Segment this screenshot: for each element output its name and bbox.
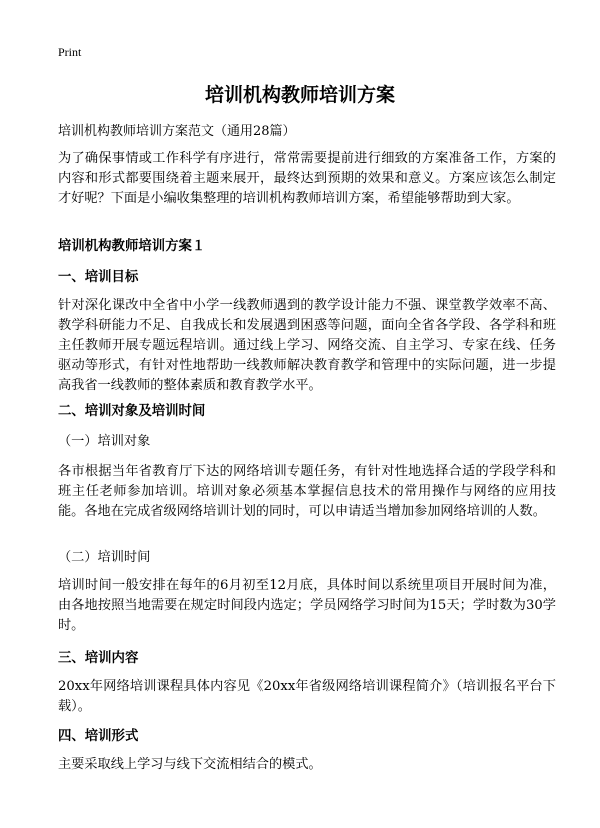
heading-training-format: 四、培训形式 (58, 729, 139, 744)
heading-training-content: 三、培训内容 (58, 651, 139, 666)
print-link[interactable]: Print (58, 45, 82, 59)
heading-training-goals: 一、培训目标 (58, 270, 139, 285)
subheading-training-targets: （一）培训对象 (58, 434, 151, 449)
paragraph-training-format: 主要采取线上学习与线下交流相结合的模式。 (58, 757, 322, 772)
intro-paragraph: 为了确保事情或工作科学有序进行，常常需要提前进行细致的方案准备工作，方案的内容和形式都要围绕着主题来展开，最终达到预期的效果和意义。方案应该怎么制定才好呢？下面是小编收集整理的培训机构教师培训方案，希望能够帮助到大家。 (58, 151, 556, 206)
paragraph-training-goals: 针对深化课改中全省中小学一线教师遇到的教学设计能力不强、课堂教学效率不高、教学科研能力不足、自我成长和发展遇到困惑等问题，面向全省各学段、各学科和班主任教师开展专题远程培训。通过线上学习、网络交流、自主学习、专家在线、任务驱动等形式，有针对性地帮助一线教师解决教育教学和管理中的实际问题，进一步提高我省一线教师的整体素质和教育教学水平。 (58, 298, 556, 393)
section-title: 培训机构教师培训方案１ (58, 239, 206, 254)
page-title: 培训机构教师培训方案 (204, 84, 395, 106)
subheading-training-time: （二）培训时间 (58, 550, 151, 565)
paragraph-training-time: 培训时间一般安排在每年的6月初至12月底，具体时间以系统里项目开展时间为准，由各地按照当地需要在规定时间段内选定；学员网络学习时间为15天；学时数为30学时。 (58, 578, 556, 633)
document-subtitle: 培训机构教师培训方案范文（通用28篇） (58, 124, 296, 139)
heading-training-targets: 二、培训对象及培训时间 (58, 404, 206, 419)
paragraph-training-content: 20xx年网络培训课程具体内容见《20xx年省级网络培训课程简介》（培训报名平台下载）。 (58, 679, 556, 714)
paragraph-training-targets: 各市根据当年省教育厅下达的网络培训专题任务，有针对性地选择合适的学段学科和班主任老师参加培训。培训对象必须基本掌握信息技术的常用操作与网络的应用技能。各地在完成省级网络培训计划的同时，可以申请适当增加参加网络培训的人数。 (58, 464, 556, 519)
